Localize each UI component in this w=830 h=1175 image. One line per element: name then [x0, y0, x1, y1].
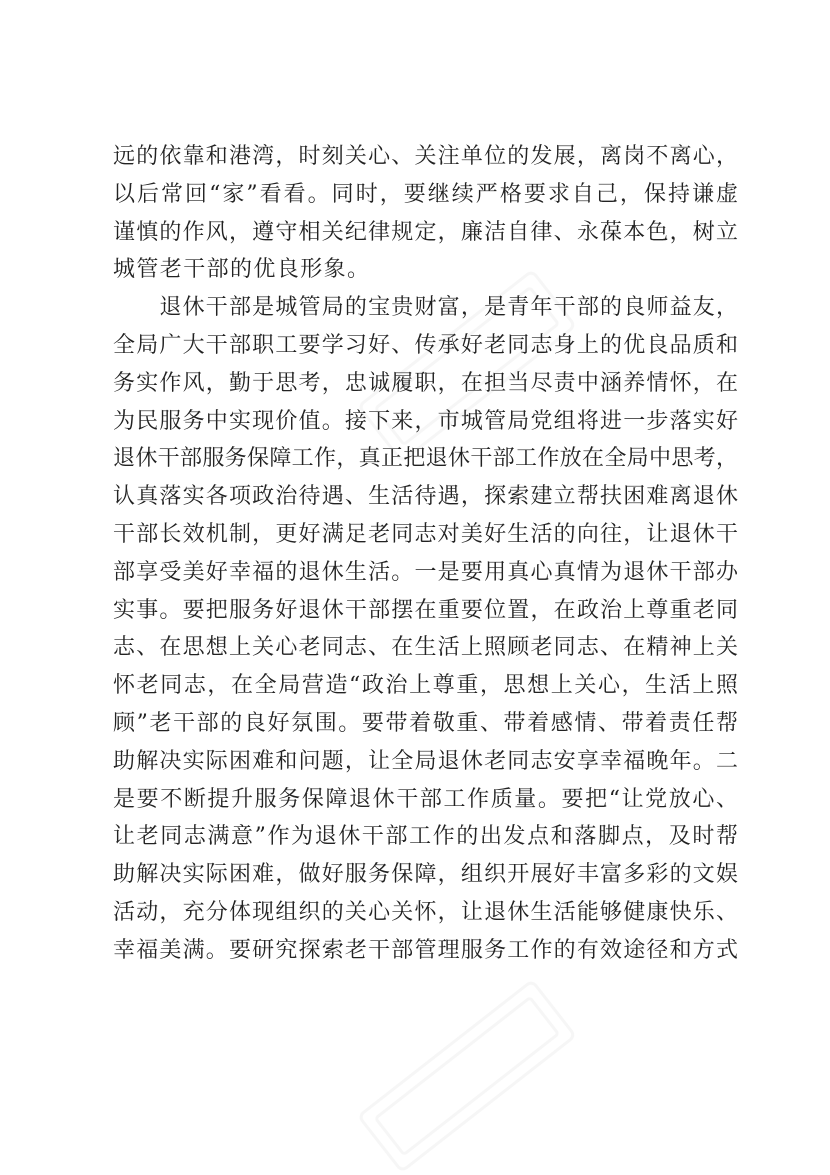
text-line-12: 部享受美好幸福的退休生活。一是要用真心真情为退休干部办: [113, 559, 738, 585]
text-line-21: 活动，充分体现组织的关心关怀，让退休生活能够健康快乐、: [113, 899, 738, 925]
text-line-11: 干部长效机制，更好满足老同志对美好生活的向往，让退休干: [113, 521, 738, 547]
text-line-15: 怀老同志，在全局营造“政治上尊重，思想上关心，生活上照: [113, 673, 738, 699]
text-line-8: 为民服务中实现价值。接下来，市城管局党组将进一步落实好: [113, 408, 738, 434]
text-line-16: 顾”老干部的良好氛围。要带着敬重、带着感情、带着责任帮: [113, 710, 738, 736]
text-line-5: 退休干部是城管局的宝贵财富，是青年干部的良师益友，: [113, 295, 738, 321]
text-line-3: 谨慎的作风，遵守相关纪律规定，廉洁自律、永葆本色，树立: [113, 219, 738, 245]
text-line-19: 让老同志满意”作为退休干部工作的出发点和落脚点，及时帮: [113, 824, 738, 850]
text-line-9: 退休干部服务保障工作，真正把退休干部工作放在全局中思考，: [113, 446, 738, 472]
document-body: [113, 138, 738, 970]
text-line-13: 实事。要把服务好退休干部摆在重要位置，在政治上尊重老同: [113, 597, 738, 623]
text-line-10: 认真落实各项政治待遇、生活待遇，探索建立帮扶困难离退休: [113, 484, 738, 510]
text-line-7: 务实作风，勤于思考，忠诚履职，在担当尽责中涵养情怀，在: [113, 370, 738, 396]
text-line-22: 幸福美满。要研究探索老干部管理服务工作的有效途径和方式: [113, 937, 738, 963]
text-line-1: 远的依靠和港湾，时刻关心、关注单位的发展，离岗不离心，: [113, 144, 738, 169]
text-line-17: 助解决实际困难和问题，让全局退休老同志安享幸福晚年。二: [113, 748, 738, 774]
text-line-4: 城管老干部的优良形象。: [113, 257, 371, 283]
text-line-6: 全局广大干部职工要学习好、传承好老同志身上的优良品质和: [113, 332, 738, 358]
text-line-18: 是要不断提升服务保障退休干部工作质量。要把“让党放心、: [113, 786, 738, 812]
text-line-14: 志、在思想上关心老同志、在生活上照顾老同志、在精神上关: [113, 635, 738, 661]
text-line-2: 以后常回“家”看看。同时，要继续严格要求自己，保持谦虚: [113, 181, 738, 207]
text-line-20: 助解决实际困难，做好服务保障，组织开展好丰富多彩的文娱: [113, 862, 738, 888]
